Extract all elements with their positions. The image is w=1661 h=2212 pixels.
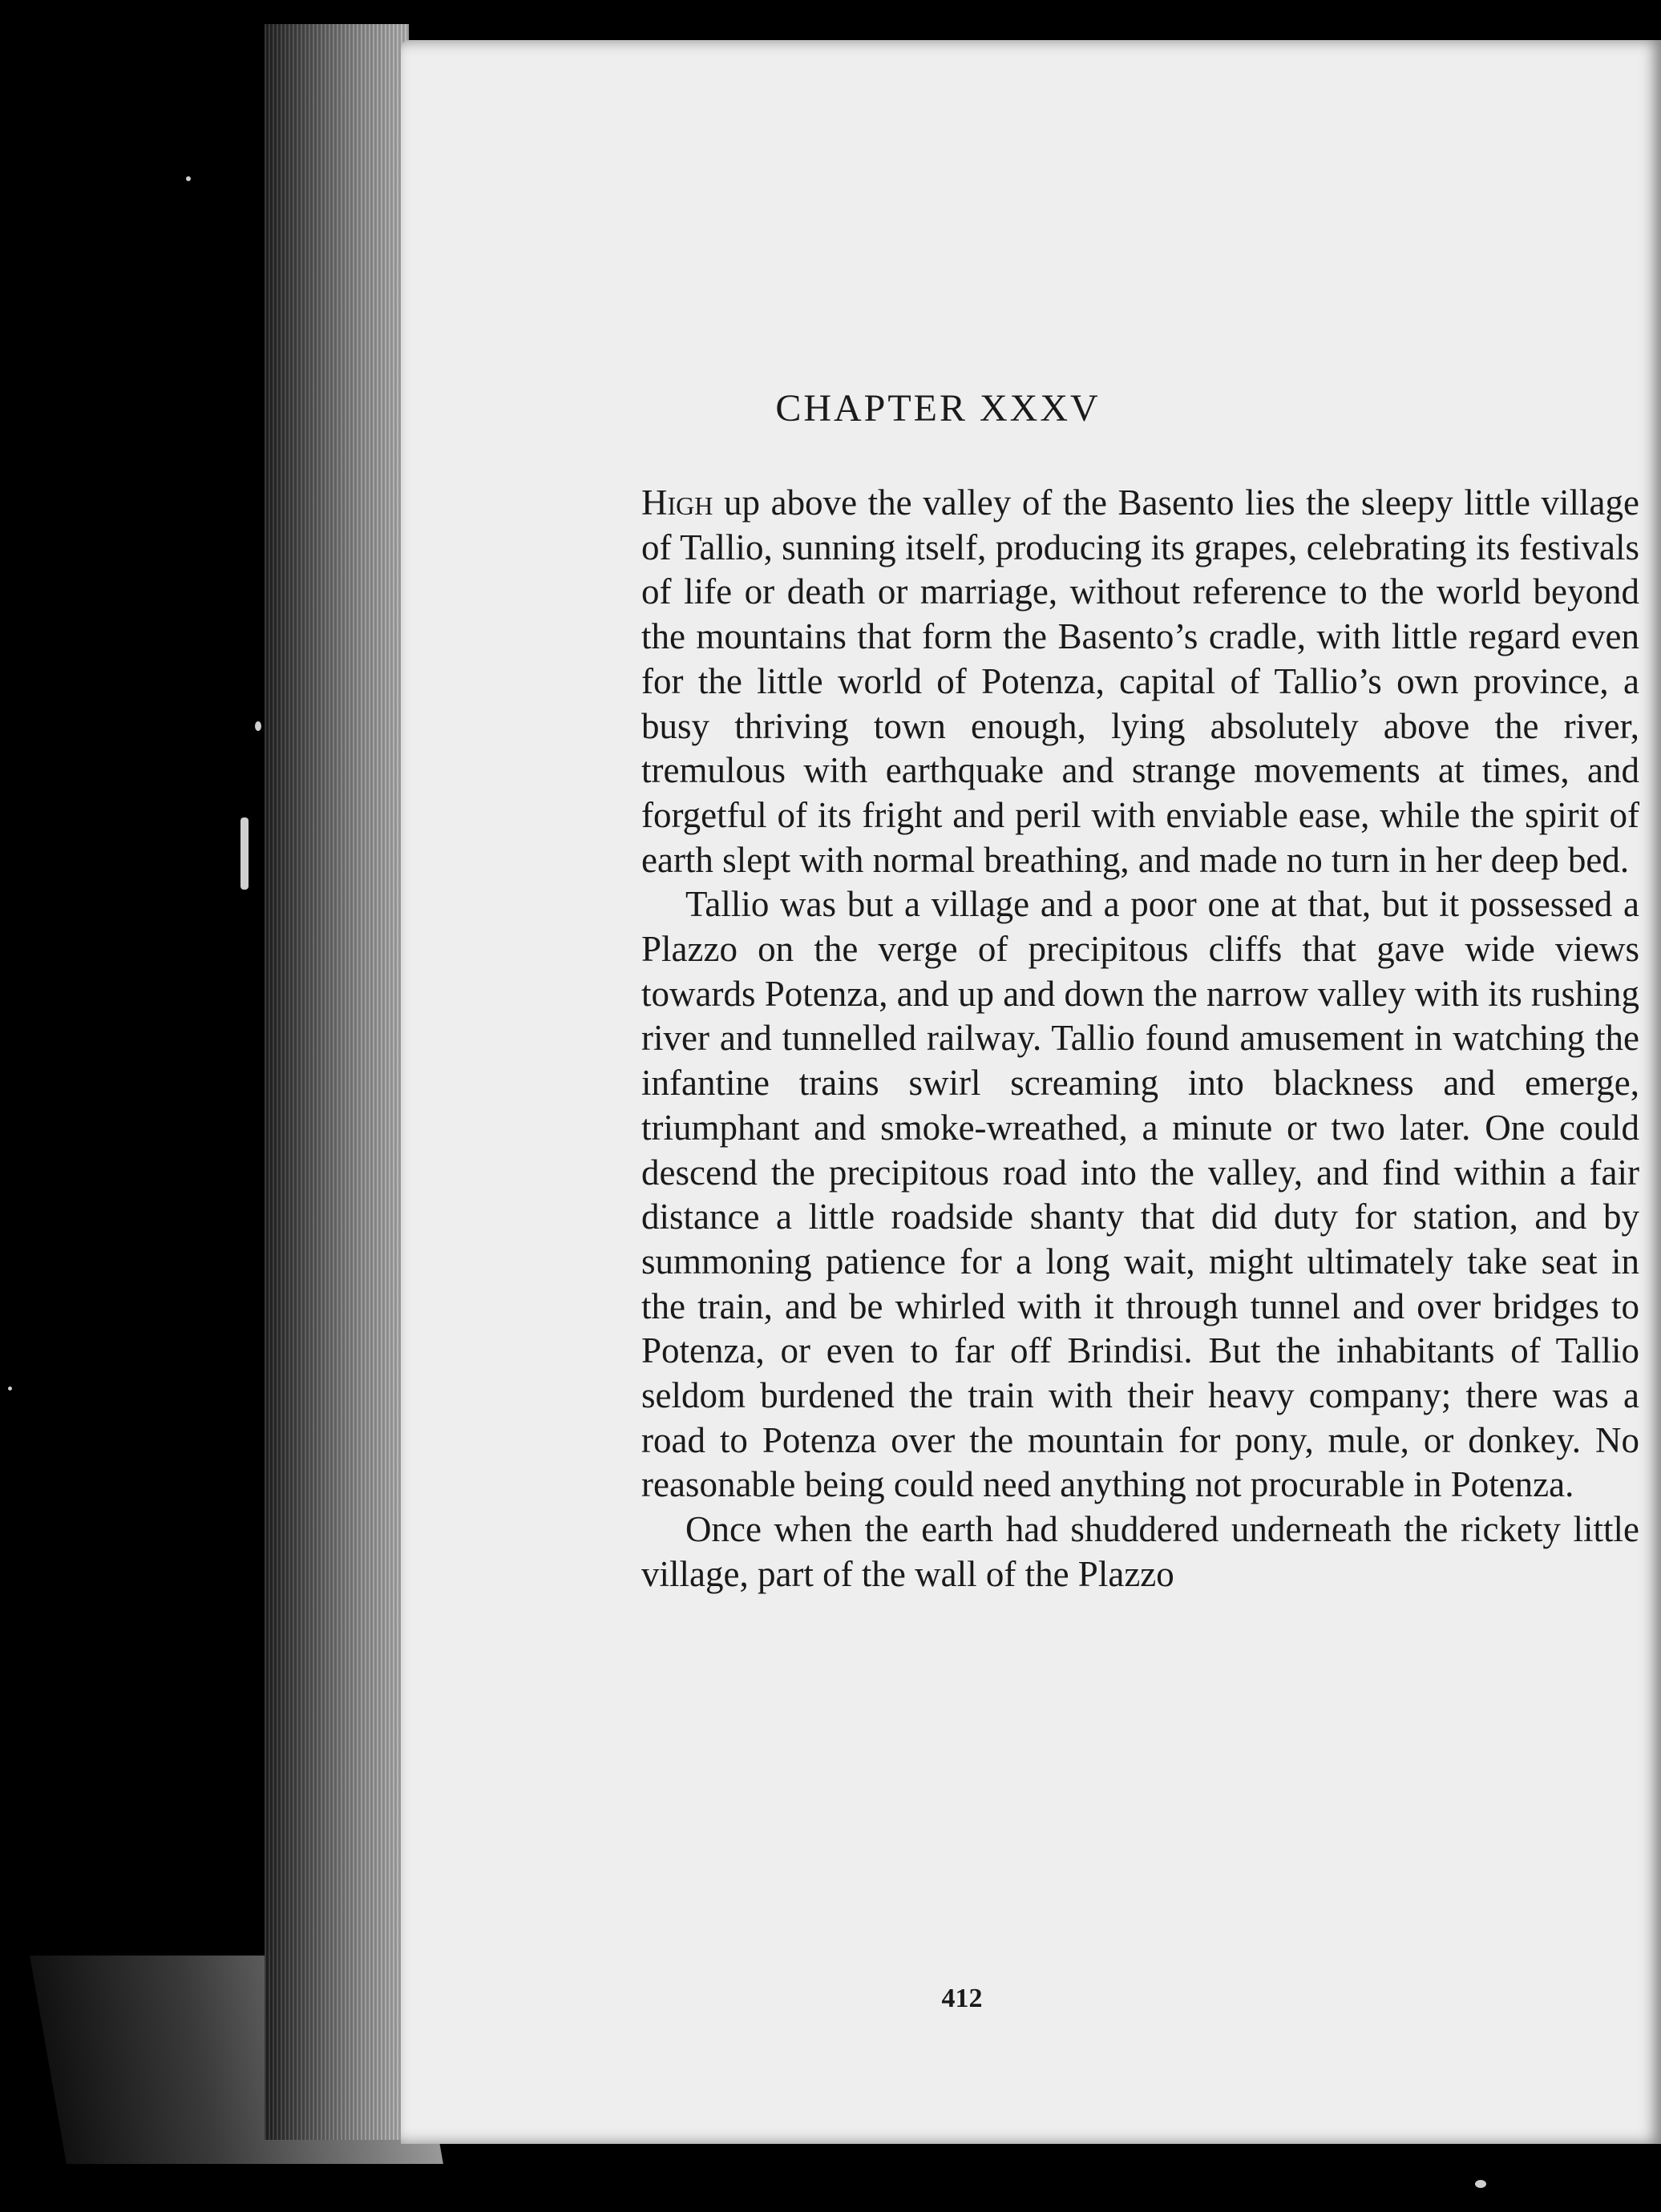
paragraph-2: Tallio was but a village and a poor one at that, but it possessed a Plazzo on the verge of precipitous cliffs that gave wide views towards Potenza, and up and down the narrow valley with its rushing river and tunnelled railway. Tallio found amusement in watching the infantine trains swirl screaming into blackness and emerge, triumphant and smoke-wreathed, a minute or two later. One could descend the precipitous road into the valley, and find within a fair distance a little roadside shanty that did duty for station, and by summoning patience for a long wait, might ultimately take seat in the train, and be whirled with it through tunnel and over bridges to Potenza, or even to far off Brindisi. But the inhabitants of Tallio seldom burdened the train with their heavy company; there was a road to Potenza over the mountain for pony, mule, or donkey. No reasonable being could need anything not procurable in Potenza.: [641, 884, 1639, 1505]
paragraph-lead-word: High: [641, 482, 713, 523]
page-number: 412: [941, 1984, 983, 2013]
book-page: [401, 40, 1661, 2144]
dust-speck: [186, 176, 191, 181]
book-page-edges: [265, 24, 409, 2140]
dust-speck: [1475, 2180, 1486, 2188]
chapter-title: CHAPTER XXXV: [775, 387, 1101, 430]
dust-speck: [240, 817, 249, 890]
dust-speck: [8, 1387, 12, 1391]
dust-speck: [255, 721, 261, 731]
paragraph-text: up above the valley of the Basento lies the sleepy little village of Tallio, sunning itself, producing its grapes, celebrating its festivals of life or death or marriage, without reference to the world beyond the mountains that form the Basento’s cradle, with little regard even for the little world of Potenza, capital of Tallio’s own province, a busy thriving town enough, lying absolutely above the river, tremulous with earthquake and strange movements at times, and forgetful of its fright and peril with enviable ease, while the spirit of earth slept with normal breathing, and made no turn in her deep bed.: [641, 482, 1639, 880]
chapter-body: [641, 481, 1639, 1597]
paragraph-1: [641, 481, 1639, 882]
paragraph-3: Once when the earth had shuddered underneath the rickety little village, part of the wall of the Plazzo: [641, 1509, 1639, 1594]
